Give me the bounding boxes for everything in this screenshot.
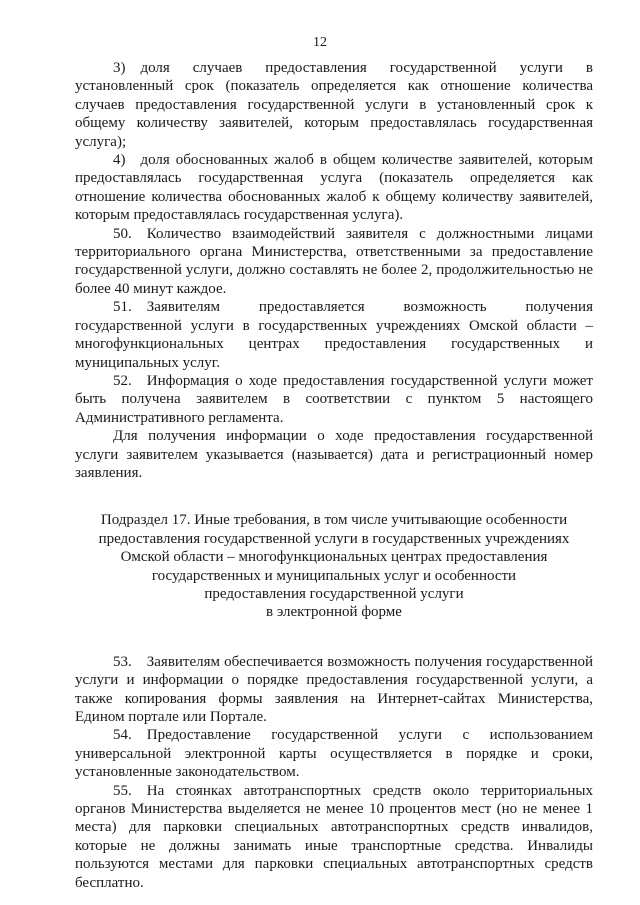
heading-line: Омской области – многофункциональных центрах предоставления [120, 549, 548, 566]
heading-line: Подраздел 17. Иные требования, в том числе учитывающие особенности [100, 512, 568, 529]
paragraph-51: 51. Заявителям предоставляется возможность получения государственной услуги в государственных учреждениях Омской области – многофункциональных центрах предоставления государственных и муниципальных услуг. [75, 299, 593, 371]
paragraph-item-4: 4) доля обоснованных жалоб в общем количестве заявителей, которым предоставлялась государственная услуга (показатель определяется как отношение количества обоснованных жалоб к общему количеству заявителей, которым предоставлялась государственная услуга). [75, 152, 593, 224]
document-body [75, 59, 593, 892]
paragraph-item-3: 3) доля случаев предоставления государственной услуги в установленный срок (показатель определяется как отношение количества случаев предоставления государственной услуги в установленный срок к общему количеству заявителей, которым предоставлялась государственная услуга); [75, 60, 593, 150]
paragraph-55: 55. На стоянках автотранспортных средств около территориальных органов Министерства выделяется не менее 10 процентов мест (но не менее 1 места) для парковки специальных автотранспортных средств инвалидов, которые не должны занимать иные транспортные средства. Инвалиды пользуются местами для парковки специальных автотранспортных средств бесплатно. [75, 782, 593, 891]
paragraph-52-continuation: Для получения информации о ходе предоставления государственной услуги заявителем указывается (называется) дата и регистрационный номер заявления. [75, 428, 593, 481]
heading-line: государственных и муниципальных услуг и особенности [151, 567, 517, 584]
section-heading [75, 511, 593, 621]
paragraph-52: 52. Информация о ходе предоставления государственной услуги может быть получена заявителем в соответствии с пунктом 5 настоящего Административного регламента. [75, 372, 593, 426]
page-number: 12 [313, 35, 327, 50]
paragraph-54: 54. Предоставление государственной услуги с использованием универсальной электронной карты осуществляется в порядке и сроки, установленные законодательством. [75, 727, 593, 781]
heading-line: предоставления государственной услуги в государственных учреждениях [98, 530, 570, 547]
paragraph-53: 53. Заявителям обеспечивается возможность получения государственной услуги и информации о порядке предоставления государственной услуги, а также копирования формы заявления на Интернет-сайтах Министерства, Едином портале или Портале. [75, 653, 593, 725]
heading-line: в электронной форме [266, 604, 402, 621]
heading-line: предоставления государственной услуги [204, 585, 464, 602]
paragraph-50: 50. Количество взаимодействий заявителя с должностными лицами территориального органа Министерства, ответственными за предоставление государственной услуги, должно составлять не более 2, продолжительностью не более 40 минут каждое. [75, 225, 593, 297]
